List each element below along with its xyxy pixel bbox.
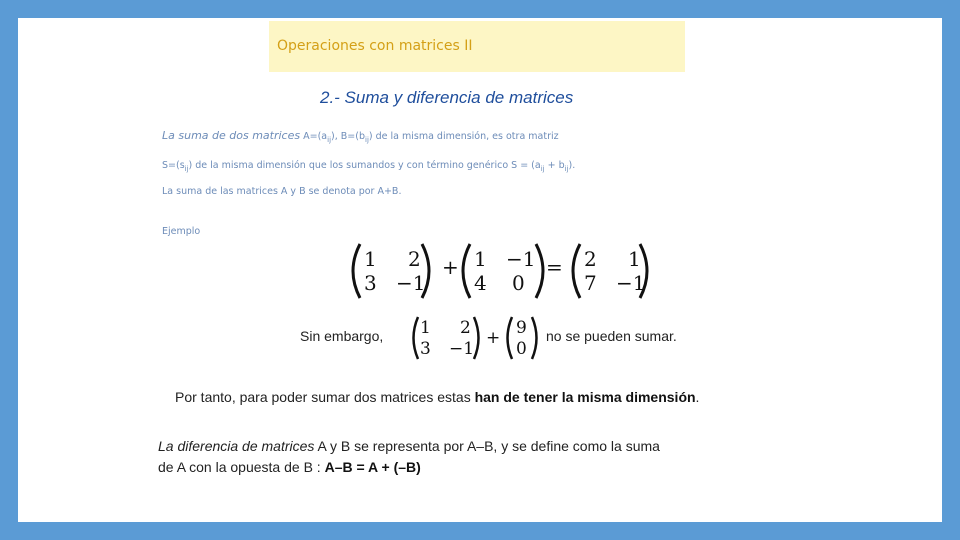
- c2-a21: 0: [516, 339, 527, 359]
- m2-left-paren: [463, 244, 470, 298]
- example-label: Ejemplo: [162, 226, 201, 237]
- section-subtitle: 2.- Suma y diferencia de matrices: [320, 88, 574, 107]
- m1-a12: 2: [408, 247, 421, 271]
- c2-a11: 9: [516, 318, 527, 338]
- difference-formula: A–B = A + (–B): [324, 459, 421, 475]
- m2-a21: 4: [474, 271, 487, 295]
- c1-right-paren: [474, 317, 479, 359]
- difference-line-2: [158, 459, 421, 475]
- example-equation: [340, 238, 660, 304]
- c1-a21: 3: [420, 339, 431, 359]
- def-b: ), B=(b: [331, 131, 365, 142]
- conclusion-end: .: [695, 389, 700, 405]
- c1-a22: −1: [449, 339, 475, 359]
- c1-left-paren: [414, 317, 419, 359]
- def-a: A=(a: [303, 131, 328, 142]
- def2-mid: ) de la misma dimensión que los sumandos y con término genérico S = (a: [188, 160, 541, 171]
- difference-line-1: [158, 438, 660, 454]
- def-b-sub: ij: [365, 135, 369, 144]
- difference-lead: La diferencia de matrices: [158, 438, 315, 454]
- conclusion-bold: han de tener la misma dimensión: [474, 389, 696, 405]
- def2-end: ).: [568, 160, 576, 171]
- c1-a12: 2: [460, 318, 471, 338]
- m2-right-paren: [536, 244, 543, 298]
- slide-title: Operaciones con matrices II: [277, 38, 473, 54]
- definition-line-2: [162, 160, 575, 173]
- r-a21: 7: [584, 271, 597, 295]
- m2-a11: 1: [474, 247, 487, 271]
- m1-a22: −1: [396, 271, 426, 295]
- r-a12: 1: [628, 247, 641, 271]
- definition-line-3: La suma de las matrices A y B se denota por A+B.: [162, 186, 402, 197]
- m1-left-paren: [353, 244, 360, 298]
- definition-line-1: [162, 129, 559, 144]
- conclusion-text: Por tanto, para poder sumar dos matrices estas: [175, 389, 475, 405]
- m1-a11: 1: [364, 247, 377, 271]
- counter-suffix: no se pueden sumar.: [546, 328, 677, 344]
- definition-lead: La suma de dos matrices: [162, 129, 301, 142]
- conclusion: [175, 389, 699, 405]
- c2-left-paren: [508, 317, 513, 359]
- def-a-sub: ij: [327, 135, 332, 144]
- r-a22: −1: [616, 271, 646, 295]
- c1-a11: 1: [420, 318, 431, 338]
- counter-equation: [408, 313, 544, 363]
- counter-plus: +: [486, 328, 501, 348]
- def2-sub2: ij: [564, 164, 569, 173]
- def-tail: ) de la misma dimensión, es otra matriz: [368, 131, 559, 142]
- c2-right-paren: [532, 317, 537, 359]
- def2-sub1: ij: [540, 164, 545, 173]
- def2-start: S=(s: [162, 160, 185, 171]
- def2-s-sub: ij: [184, 164, 189, 173]
- r-left-paren: [573, 244, 580, 298]
- m2-a12: −1: [506, 247, 536, 271]
- r-a11: 2: [584, 247, 597, 271]
- m1-a21: 3: [364, 271, 377, 295]
- difference-line2: de A con la opuesta de B :: [158, 459, 325, 475]
- difference-rest: A y B se representa por A–B, y se define como la suma: [314, 438, 660, 454]
- def2-plus: + b: [544, 160, 565, 171]
- counter-prefix: Sin embargo,: [300, 328, 384, 344]
- plus-sign: +: [442, 255, 459, 279]
- m2-a22: 0: [512, 271, 525, 295]
- equals-sign: =: [546, 255, 563, 279]
